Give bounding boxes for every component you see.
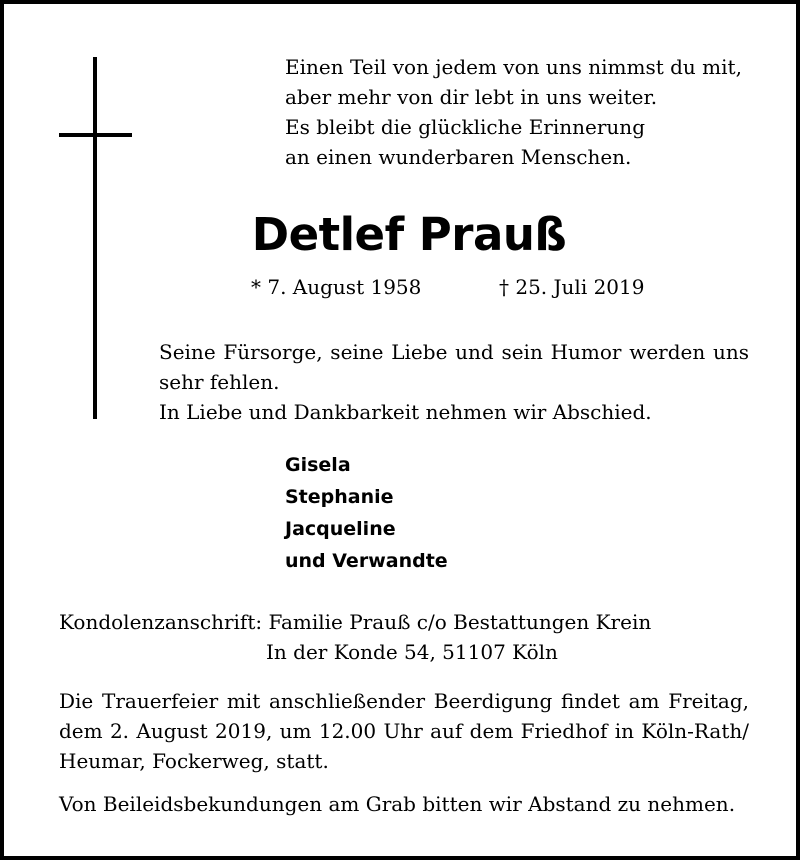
verse xyxy=(285,52,765,172)
farewell-line: In Liebe und Dankbarkeit nehmen wir Abschied. xyxy=(159,400,652,424)
condolence-line: Kondolenzanschrift: Familie Prauß c/o Bestattungen Krein xyxy=(59,610,652,634)
birth-date: * 7. August 1958 xyxy=(251,275,422,299)
mourner-name: Jacqueline xyxy=(285,518,396,540)
farewell-text xyxy=(159,337,749,427)
mourner-name: Stephanie xyxy=(285,486,394,508)
ceremony-line: dem 2. August 2019, um 12.00 Uhr auf dem Friedhof in Köln-Rath/ xyxy=(59,719,749,743)
cross-icon-bar xyxy=(59,133,132,137)
mourner-name: und Verwandte xyxy=(285,550,448,572)
ceremony-info xyxy=(59,686,749,776)
verse-line: aber mehr von dir lebt in uns weiter. xyxy=(285,85,658,109)
verse-line: an einen wunderbaren Menschen. xyxy=(285,145,632,169)
ceremony-line: Heumar, Fockerweg, statt. xyxy=(59,749,329,773)
mourners-list xyxy=(285,449,448,577)
death-date: † 25. Juli 2019 xyxy=(499,275,645,299)
farewell-line: sehr fehlen. xyxy=(159,370,280,394)
farewell-line: Seine Fürsorge, seine Liebe und sein Humor werden uns xyxy=(159,340,749,364)
verse-line: Einen Teil von jedem von uns nimmst du mit, xyxy=(285,55,742,79)
condolence-street: In der Konde 54, 51107 Köln xyxy=(266,640,558,664)
condolence-address xyxy=(59,607,651,667)
verse-line: Es bleibt die glückliche Erinnerung xyxy=(285,115,645,139)
condolence-note: Von Beileidsbekundungen am Grab bitten wir Abstand zu nehmen. xyxy=(59,792,736,816)
deceased-name: Detlef Prauß xyxy=(251,208,567,261)
ceremony-line: Die Trauerfeier mit anschließender Beerdigung findet am Freitag, xyxy=(59,689,749,713)
mourner-name: Gisela xyxy=(285,454,351,476)
